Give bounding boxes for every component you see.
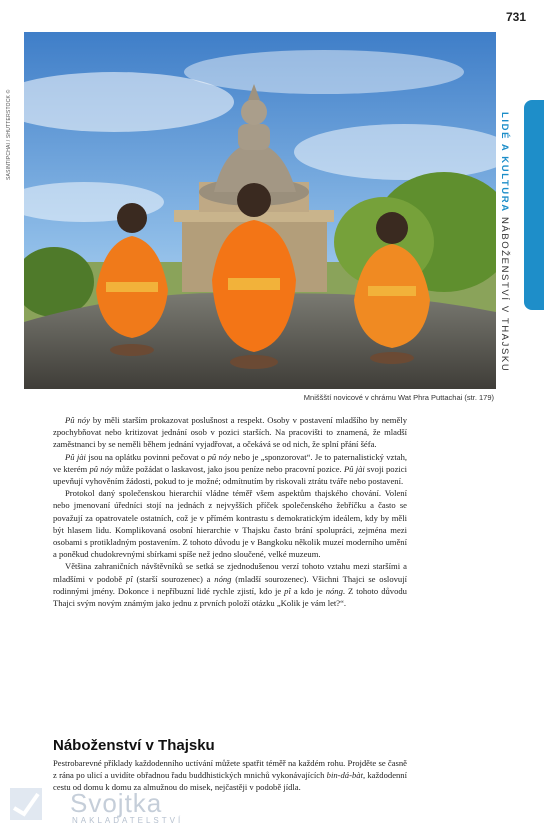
publisher-logo-icon [8,786,44,822]
paragraph: Většina zahraničních návštěvníků se setká se zjednodušenou verzí tohoto vztahu mezi staršími a mladšími v podobě pî (starší sourozenec) a nóng (mladší sourozenec). Všichni Thajci se oslovují rodinnými jmény. Dokonce i nepříbuzní lidé rychle zjistí, kdo je pî a kdo je nóng. Z tohoto důvodu Thajci svým novým známým jako jednu z prvních položí otázku „Kolik je vám let?“. [53,561,407,609]
section-label: LIDÉ A KULTURA [499,112,510,213]
chapter-label [499,112,526,373]
paragraph: Pû nóy by měli starším prokazovat poslušnost a respekt. Osoby v postavení mladšího by neměly zpochybňovat nebo kritizovat jednání osob v pozici starších. Na pracovišti to znamená, že mladší zaměstnanci by se neměli během jednání vyjadřovat, a očekává se od nich, že splní přání šéfa. [53,415,407,450]
watermark-subtext: NAKLADATELSTVÍ [72,816,184,825]
subsection-label: NÁBOŽENSTVÍ V THAJSKU [499,216,510,373]
body-text [53,414,407,609]
photo-monks [24,32,496,389]
photo-credit: SASINTIPCHAI / SHUTTERSTOCK © [6,89,12,180]
paragraph: Pû jài jsou na oplátku povinni pečovat o pû nóy nebo je „sponzorovat“. Je to paternalistický vztah, ve kterém pû nóy může požádat o laskavost, jako jsou peníze nebo pracovní pozice. Pû jài svoji pozici upevňují vyhověním žádosti, pokud to je možné; odmítnutím by riskovali ztrátu tváře nebo postavení. [53,451,408,487]
chapter-tab [524,100,544,310]
page-number: 731 [505,10,526,24]
watermark-text: Svojtka [70,788,163,818]
paragraph: Pestrobarevné příklady každodenního uctívání můžete spatřit téměř na každém rohu. Projděte se časně z rána po ulicí a uvidíte obřadnou řadu buddhistických mnichů vykonávajících bin-dá-bàt, každodenní cestu od domu k domu za almužnou do misek, nejčastěji v podobě jídla. [53,758,407,793]
photo-caption: Mniššští novicové v chrámu Wat Phra Puttachai (str. 179) [303,393,494,402]
paragraph: Protokol daný společenskou hierarchií vládne téměř všem aspektům thajského chování. Volení nebo jmenovaní úředníci stojí na jednách z nejvyšších příček společenského žebříčku a často se považují za opatrovatele ostatních, což je v přímém kontrastu s demokratickým ideálem, kdy by měli být hlasem lidu. Komplikovaná osobní hierarchie v Thajsku často brání spolupráci, zejména mezi osobami s protikladným postavením. Z tohoto důvodu je v Bangkoku několik muzeí moderního umění a poněkud chudokrevnými sbírkami spíše než jedno sloučené, velké muzeum. [53,488,407,560]
section-text [53,757,407,794]
section-heading: Náboženství v Thajsku [53,737,215,754]
